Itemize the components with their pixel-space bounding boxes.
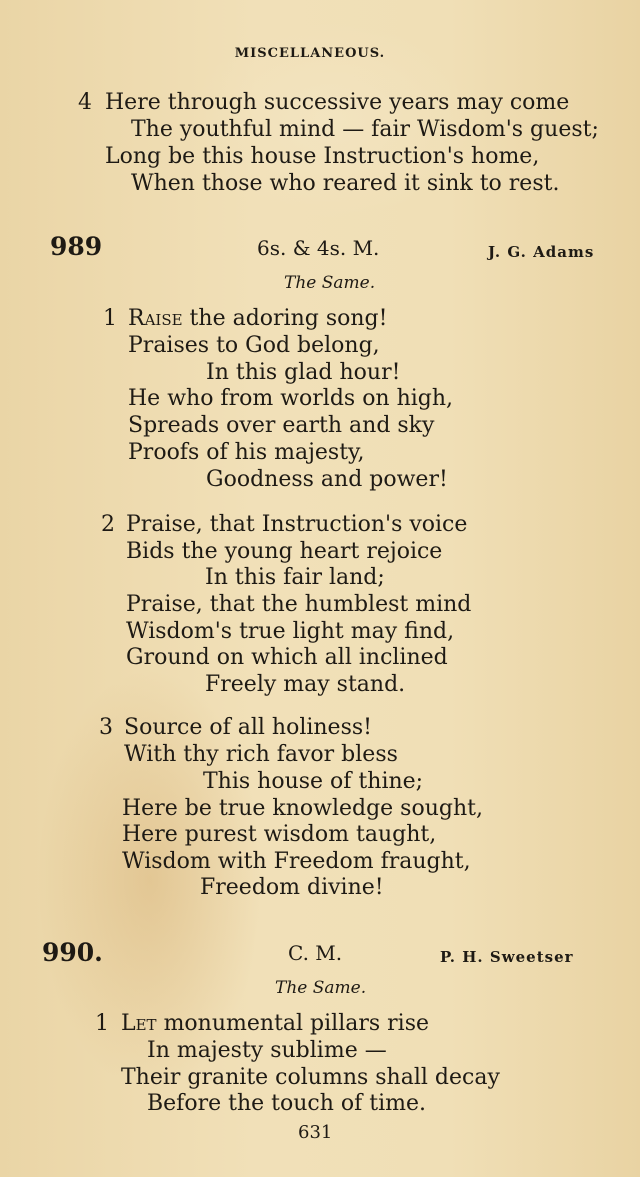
verse-line: Wisdom with Freedom fraught, bbox=[122, 849, 471, 874]
first-line-rest: the adoring song! bbox=[182, 306, 388, 331]
verse-line: Ground on which all inclined bbox=[126, 645, 448, 670]
verse-line: Before the touch of time. bbox=[147, 1091, 426, 1116]
verse-line: Long be this house Instruction's home, bbox=[105, 144, 540, 169]
verse-first-line bbox=[121, 1011, 429, 1037]
hymn-subtitle: The Same. bbox=[275, 978, 367, 998]
first-line-rest: monumental pillars rise bbox=[156, 1011, 430, 1036]
hymn-meter: C. M. bbox=[288, 941, 343, 965]
verse-line: When those who reared it sink to rest. bbox=[131, 171, 560, 196]
verse-line: In this glad hour! bbox=[206, 360, 401, 385]
verse-line: Praises to God belong, bbox=[128, 333, 380, 358]
hymn-meter: 6s. & 4s. M. bbox=[257, 236, 380, 260]
verse-number: 1 bbox=[103, 306, 117, 331]
verse-line: Goodness and power! bbox=[206, 467, 448, 492]
verse-number: 1 bbox=[95, 1011, 109, 1036]
verse-line: In majesty sublime — bbox=[147, 1038, 387, 1063]
running-head: MISCELLANEOUS. bbox=[234, 46, 386, 61]
verse-number: 3 bbox=[99, 715, 113, 740]
verse-line: Praise, that the humblest mind bbox=[126, 592, 472, 617]
verse-line: Here purest wisdom taught, bbox=[122, 822, 437, 847]
verse-line: With thy rich favor bless bbox=[124, 742, 398, 767]
verse-line: Freedom divine! bbox=[200, 875, 384, 900]
first-word: Let bbox=[121, 1011, 157, 1036]
verse-line: This house of thine; bbox=[203, 769, 424, 794]
verse-first-line bbox=[128, 306, 387, 332]
page-number: 631 bbox=[298, 1122, 333, 1143]
hymn-author: J. G. Adams bbox=[488, 243, 595, 261]
verse-number: 2 bbox=[101, 512, 115, 537]
verse-line: He who from worlds on high, bbox=[128, 386, 454, 411]
verse-line: Bids the young heart rejoice bbox=[126, 539, 443, 564]
hymn-number: 989 bbox=[50, 232, 103, 261]
verse-line: Spreads over earth and sky bbox=[128, 413, 435, 438]
verse-line: The youthful mind — fair Wisdom's guest; bbox=[131, 117, 599, 142]
verse-number: 4 bbox=[78, 90, 92, 115]
hymn-subtitle: The Same. bbox=[284, 273, 376, 293]
verse-line: Proofs of his majesty, bbox=[128, 440, 365, 465]
hymn-number: 990. bbox=[42, 938, 103, 967]
first-word: Raise bbox=[128, 306, 183, 331]
verse-line: Their granite columns shall decay bbox=[121, 1065, 500, 1090]
verse-line: In this fair land; bbox=[205, 565, 385, 590]
verse-line: Here through successive years may come bbox=[105, 90, 570, 115]
verse-line: Freely may stand. bbox=[205, 672, 406, 697]
verse-line: Source of all holiness! bbox=[124, 715, 372, 740]
verse-line: Praise, that Instruction's voice bbox=[126, 512, 468, 537]
hymn-author: P. H. Sweetser bbox=[440, 948, 574, 966]
verse-line: Here be true knowledge sought, bbox=[122, 796, 483, 821]
verse-line: Wisdom's true light may find, bbox=[126, 619, 455, 644]
